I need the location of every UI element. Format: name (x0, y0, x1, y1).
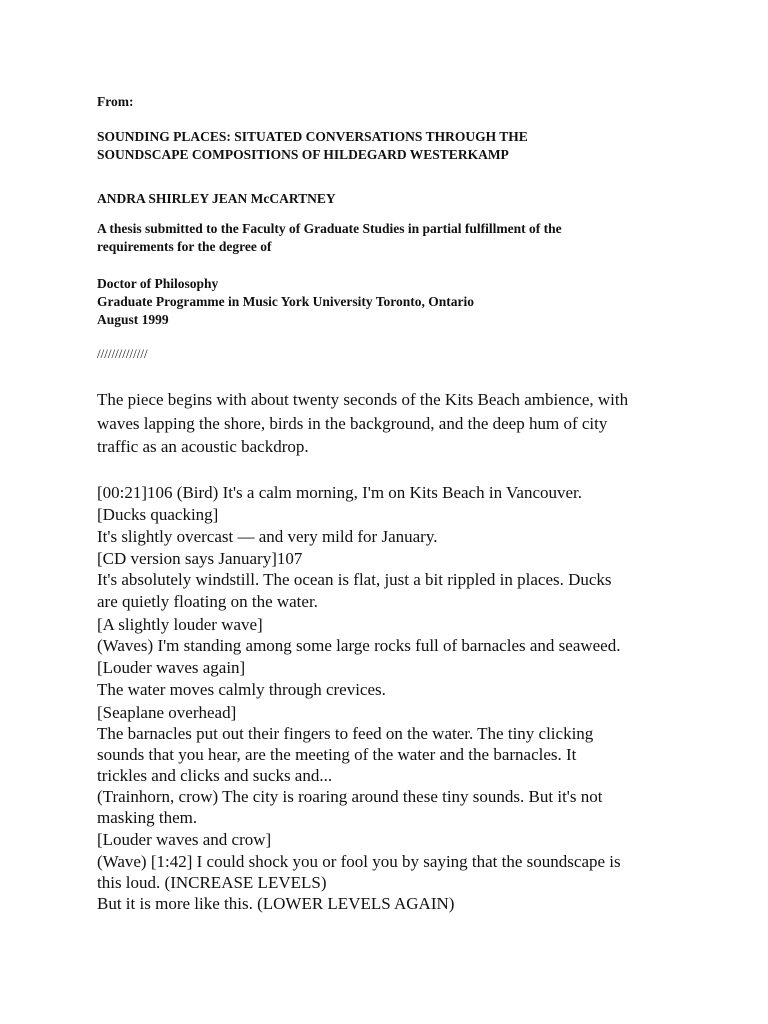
transcript-line: It's absolutely windstill. The ocean is flat, just a bit rippled in places. Ducks (97, 570, 612, 589)
thesis-statement-line: A thesis submitted to the Faculty of Graduate Studies in partial fulfillment of the (97, 221, 562, 236)
transcript-line: [Ducks quacking] (97, 505, 219, 524)
thesis-title-line: SOUNDSCAPE COMPOSITIONS OF HILDEGARD WESTERKAMP (97, 147, 509, 162)
transcript-line: this loud. (INCREASE LEVELS) (97, 873, 327, 892)
transcript-line: It's slightly overcast — and very mild for January. (97, 527, 438, 546)
degree-info (97, 275, 474, 329)
intro-line: waves lapping the shore, birds in the background, and the deep hum of city (97, 413, 608, 433)
transcript-line: [Seaplane overhead] (97, 703, 237, 722)
section-divider: ////////////// (97, 346, 148, 361)
transcript-line: (Waves) I'm standing among some large rocks full of barnacles and seaweed. (97, 636, 621, 655)
thesis-title (97, 128, 528, 164)
transcript-line: [Louder waves again] (97, 658, 246, 677)
transcript-line: [CD version says January]107 (97, 549, 303, 568)
from-label: From: (97, 94, 134, 109)
transcript-line: But it is more like this. (LOWER LEVELS AGAIN) (97, 894, 455, 913)
thesis-statement-line: requirements for the degree of (97, 239, 272, 254)
transcript-line: are quietly floating on the water. (97, 592, 318, 611)
transcript-line: (Trainhorn, crow) The city is roaring around these tiny sounds. But it's not (97, 787, 603, 806)
transcript-line: masking them. (97, 808, 198, 827)
transcript-line: [00:21]106 (Bird) It's a calm morning, I'm on Kits Beach in Vancouver. (97, 483, 583, 502)
transcript-line: sounds that you hear, are the meeting of the water and the barnacles. It (97, 745, 577, 764)
transcript-line: [Louder waves and crow] (97, 830, 272, 849)
intro-paragraph (97, 388, 677, 459)
transcript-line: (Wave) [1:42] I could shock you or fool you by saying that the soundscape is (97, 852, 621, 871)
transcript-line: [A slightly louder wave] (97, 615, 263, 634)
thesis-title-line: SOUNDING PLACES: SITUATED CONVERSATIONS THROUGH THE (97, 129, 528, 144)
transcript-line: The water moves calmly through crevices. (97, 680, 386, 699)
transcript-line: trickles and clicks and sucks and... (97, 766, 333, 785)
degree-line: Doctor of Philosophy (97, 276, 219, 291)
thesis-statement (97, 220, 657, 256)
transcript-line: The barnacles put out their fingers to feed on the water. The tiny clicking (97, 724, 594, 743)
degree-line: Graduate Programme in Music York University Toronto, Ontario (97, 294, 474, 309)
intro-line: traffic as an acoustic backdrop. (97, 437, 309, 456)
author-name: ANDRA SHIRLEY JEAN McCARTNEY (97, 191, 336, 206)
degree-line: August 1999 (97, 312, 169, 327)
intro-line: The piece begins with about twenty seconds of the Kits Beach ambience, with (97, 390, 629, 409)
